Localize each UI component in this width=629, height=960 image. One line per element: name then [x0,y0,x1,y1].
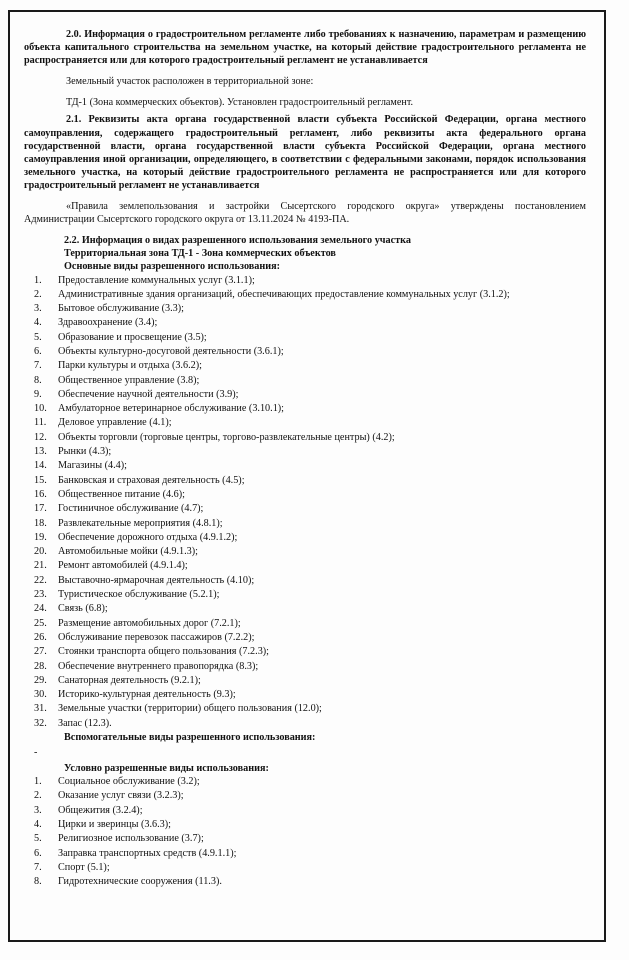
main-uses-list [24,274,586,732]
list-item [24,617,586,631]
list-item [24,602,586,616]
list-item-text: Религиозное использование (3.7); [58,833,204,845]
list-item-text: Гидротехнические сооружения (11.3). [58,876,222,888]
list-item-text: Амбулаторное ветеринарное обслуживание (3.10.1); [58,403,285,415]
list-item-text: Предоставление коммунальных услуг (3.1.1); [58,274,255,286]
list-item [24,388,586,402]
list-item [24,517,586,531]
list-item-number: 5. [34,331,42,343]
section-2-2-heading: 2.2. Информация о видах разрешенного использования земельного участка [64,235,411,247]
list-item-number: 15. [34,474,47,486]
list-item [24,431,586,445]
list-item-text: Туристическое обслуживание (5.2.1); [58,589,220,601]
list-item [24,374,586,388]
list-item-text: Стоянки транспорта общего пользования (7.2.3); [58,646,270,658]
list-item-number: 17. [34,503,47,515]
list-item-number: 10. [34,403,47,415]
aux-uses-title: Вспомогательные виды разрешенного использования: [64,732,316,743]
list-item-number: 25. [34,617,47,629]
list-item-text: Ремонт автомобилей (4.9.1.4); [58,560,188,572]
list-item-text: Гостиничное обслуживание (4.7); [58,503,204,515]
list-item-number: 1. [34,776,42,788]
list-item-text: Заправка транспортных средств (4.9.1.1); [58,847,237,859]
list-item-number: 9. [34,388,42,400]
list-item-text: Автомобильные мойки (4.9.1.3); [58,546,198,558]
list-item-text: Размещение автомобильных дорог (7.2.1); [58,617,241,629]
list-item [24,302,586,316]
list-item [24,804,586,818]
list-item [24,818,586,832]
list-item-number: 8. [34,876,42,888]
list-item-text: Банковская и страховая деятельность (4.5); [58,474,245,486]
document-content [24,28,586,890]
list-item-number: 7. [34,360,42,372]
list-item-text: Объекты культурно-досуговой деятельности (3.6.1); [58,345,284,357]
list-item [24,531,586,545]
section-2-1-heading: 2.1. Реквизиты акта органа государственной власти субъекта Российской Федерации, органа местного самоуправления, содержащего градостроительный регламент, либо реквизиты акта федерального органа государственной власти, органа государственной власти субъекта Российской Федерации, органа местного самоуправления иной организации, определяющего, в соответствии с федеральными законами, порядок использования земельного участка, на который действие градостроительного регламента не распространяется или для которого градостроительный регламент не устанавливается [24,114,586,191]
list-item-text: Выставочно-ярмарочная деятельность (4.10); [58,574,255,586]
list-item-number: 5. [34,833,42,845]
list-item [24,832,586,846]
list-item-number: 24. [34,603,47,615]
list-item-text: Рынки (4.3); [58,446,112,458]
list-item [24,288,586,302]
list-item [24,559,586,573]
list-item [24,645,586,659]
main-uses-title: Основные виды разрешенного использования: [64,261,281,273]
list-item-number: 21. [34,560,47,572]
list-item-text: Бытовое обслуживание (3.3); [58,303,184,315]
list-item-number: 18. [34,517,47,529]
list-item [24,717,586,731]
list-item-text: Объекты торговли (торговые центры, торгово-развлекательные центры) (4.2); [58,431,395,443]
list-item-number: 20. [34,546,47,558]
list-item [24,631,586,645]
list-item-number: 27. [34,646,47,658]
conditional-uses-list [24,775,586,889]
list-item-number: 3. [34,303,42,315]
list-item [24,316,586,330]
list-item [24,861,586,875]
list-item [24,474,586,488]
section-2-0-heading: 2.0. Информация о градостроительном регламенте либо требованиях к назначению, параметрам и размещению объекта капитального строительства на земельном участке, на который действие градостроительного регламента не распространяется или для которого градостроительный регламент не устанавливается [24,29,586,67]
list-item-text: Обеспечение дорожного отдыха (4.9.1.2); [58,531,238,543]
list-item-number: 4. [34,819,42,831]
list-item-number: 7. [34,861,42,873]
list-item [24,274,586,288]
list-item-number: 23. [34,589,47,601]
list-item-number: 12. [34,431,47,443]
list-item-number: 31. [34,703,47,715]
list-item-text: Связь (6.8); [58,603,108,615]
list-item-text: Деловое управление (4.1); [58,417,172,429]
zone-title: Территориальная зона ТД-1 - Зона коммерческих объектов [64,248,336,260]
list-item [24,660,586,674]
zone-intro: Земельный участок расположен в территориальной зоне: [66,76,314,88]
list-item-text: Обслуживание перевозок пассажиров (7.2.2); [58,631,255,643]
aux-uses-value: - [34,747,38,759]
list-item [24,502,586,516]
list-item-text: Обеспечение научной деятельности (3.9); [58,388,239,400]
list-item-number: 6. [34,847,42,859]
list-item-text: Цирки и зверинцы (3.6.3); [58,819,171,831]
list-item-text: Санаторная деятельность (9.2.1); [58,674,201,686]
list-item [24,688,586,702]
list-item [24,359,586,373]
list-item [24,674,586,688]
list-item [24,402,586,416]
list-item-number: 1. [34,274,42,286]
list-item-number: 29. [34,674,47,686]
list-item-text: Историко-культурная деятельность (9.3); [58,689,236,701]
list-item-number: 11. [34,417,47,429]
list-item [24,789,586,803]
list-item [24,445,586,459]
list-item [24,574,586,588]
list-item-number: 8. [34,374,42,386]
list-item-number: 26. [34,631,47,643]
list-item-number: 16. [34,488,47,500]
list-item-text: Магазины (4.4); [58,460,127,472]
list-item-number: 13. [34,446,47,458]
list-item-text: Запас (12.3). [58,717,112,729]
list-item [24,545,586,559]
list-item-number: 22. [34,574,47,586]
list-item-text: Социальное обслуживание (3.2); [58,776,200,788]
conditional-uses-title: Условно разрешенные виды использования: [64,763,269,775]
list-item [24,875,586,889]
list-item-text: Земельные участки (территории) общего пользования (12.0); [58,703,322,715]
section-2-1-text: «Правила землепользования и застройки Сысертского городского округа» утверждены постановлением Администрации Сысертского городского округа от 13.11.2024 № 4193-ПА. [24,201,586,226]
list-item [24,345,586,359]
list-item-text: Здравоохранение (3.4); [58,317,158,329]
list-item [24,702,586,716]
zone-text: ТД-1 (Зона коммерческих объектов). Установлен градостроительный регламент. [66,97,414,109]
list-item-text: Административные здания организаций, обеспечивающих предоставление коммунальных услуг (3.1.2); [58,288,510,300]
list-item-number: 4. [34,317,42,329]
list-item [24,331,586,345]
list-item-number: 3. [34,804,42,816]
list-item-number: 14. [34,460,47,472]
list-item-number: 2. [34,790,42,802]
list-item-number: 2. [34,288,42,300]
list-item-number: 28. [34,660,47,672]
list-item-text: Парки культуры и отдыха (3.6.2); [58,360,202,372]
list-item-text: Развлекательные мероприятия (4.8.1); [58,517,223,529]
list-item-text: Общежития (3.2.4); [58,804,143,816]
list-item-text: Обеспечение внутреннего правопорядка (8.3); [58,660,259,672]
list-item [24,588,586,602]
list-item [24,459,586,473]
list-item-number: 19. [34,531,47,543]
list-item-text: Общественное питание (4.6); [58,488,185,500]
list-item-text: Оказание услуг связи (3.2.3); [58,790,184,802]
list-item-text: Образование и просвещение (3.5); [58,331,207,343]
list-item-text: Спорт (5.1); [58,861,110,873]
list-item-number: 30. [34,689,47,701]
list-item-number: 6. [34,345,42,357]
list-item [24,775,586,789]
list-item [24,488,586,502]
list-item-text: Общественное управление (3.8); [58,374,200,386]
list-item [24,416,586,430]
list-item [24,847,586,861]
list-item-number: 32. [34,717,47,729]
